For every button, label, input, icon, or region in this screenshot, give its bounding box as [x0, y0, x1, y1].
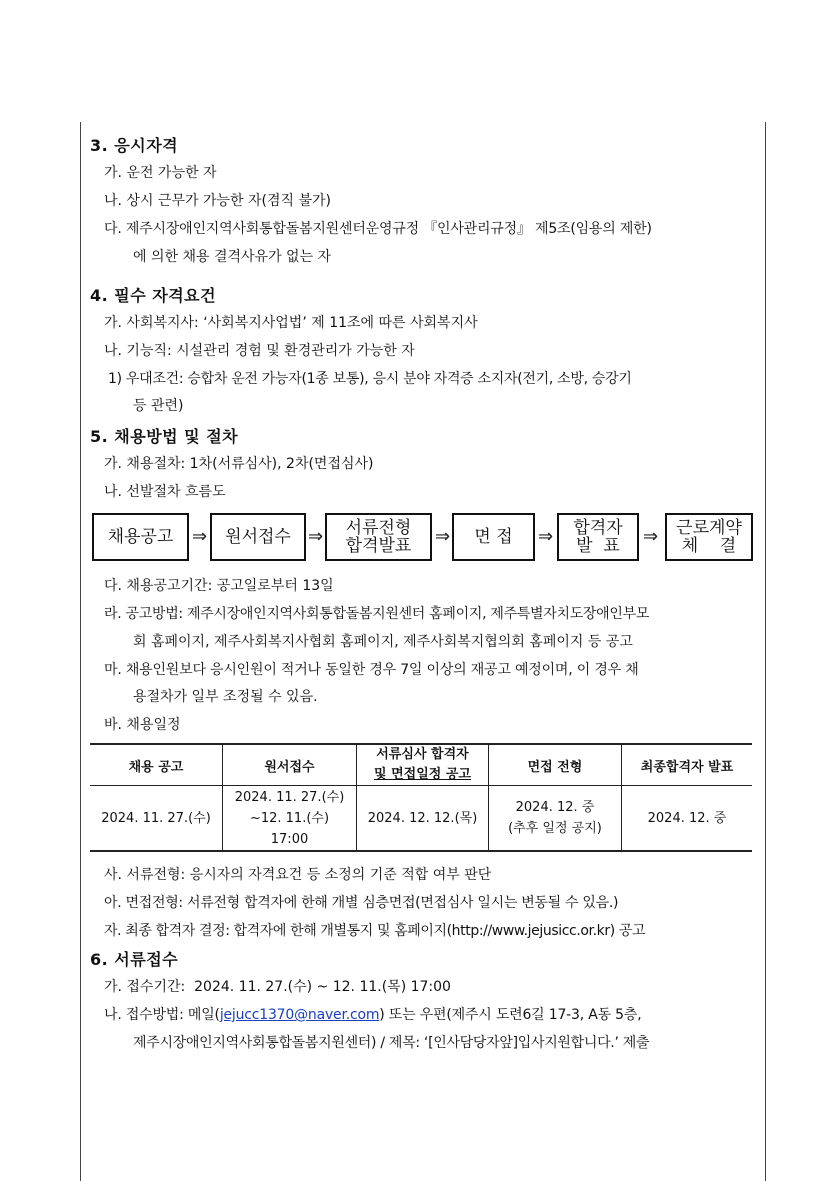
th-final-result: 최종합격자 발표: [622, 744, 753, 786]
section4-item-1-cont: 등 관련): [133, 398, 184, 414]
flow-step-interview: 면 접: [452, 513, 535, 561]
th-application: 원서접수: [223, 744, 357, 786]
section6-item-a: 가. 접수기간: 2024. 11. 27.(수) ~ 12. 11.(목) 17:00: [104, 979, 451, 995]
section6-heading: 6. 서류접수: [90, 950, 179, 969]
schedule-table: [90, 743, 752, 852]
section3-item-c: 다. 제주시장애인지역사회통합돌봄지원센터운영규정 『인사관리규정』 제5조(임용의 제한): [104, 221, 652, 237]
section6-item-b-cont: 제주시장애인지역사회통합돌봄지원센터) / 제목: ‘[인사담당자앞]입사지원합니다.’ 제출: [133, 1035, 650, 1051]
section5-item-e-cont: 용절차가 일부 조정될 수 있음.: [133, 689, 318, 705]
section5-item-d: 라. 공고방법: 제주시장애인지역사회통합돌봄지원센터 홈페이지, 제주특별자치도장애인부모: [104, 606, 650, 622]
section4-item-b: 나. 기능직: 시설관리 경험 및 환경관리가 가능한 자: [104, 343, 415, 359]
flow-step-final-announcement: 합격자 발 표: [557, 513, 639, 561]
section6-item-b: 나. 접수방법: 메일(jejucc1370@naver.com) 또는 우편(제주시 도련6길 17-3, A동 5층,: [104, 1007, 642, 1023]
flow-arrow-icon: ⇒: [308, 526, 324, 547]
section3-item-b: 나. 상시 근무가 가능한 자(겸직 불가): [104, 193, 331, 209]
section5-item-c: 다. 채용공고기간: 공고일로부터 13일: [104, 578, 334, 594]
section3-item-c-cont: 에 의한 채용 결격사유가 없는 자: [133, 249, 332, 265]
section5-item-e: 마. 채용인원보다 응시인원이 적거나 동일한 경우 7일 이상의 재공고 예정이며, 이 경우 채: [104, 662, 639, 678]
table-row: [90, 786, 752, 852]
td-interview: 2024. 12. 중 (추후 일정 공지): [489, 786, 622, 852]
section4-item-1: 1) 우대조건: 승합차 운전 가능자(1종 보통), 응시 분야 자격증 소지자(전기, 소방, 승강기: [108, 371, 632, 387]
td-document-result: 2024. 12. 12.(목): [357, 786, 489, 852]
flow-step-contract: 근로계약 체 결: [665, 513, 753, 561]
section5-item-h: 아. 면접전형: 서류전형 합격자에 한해 개별 심층면접(면접심사 일시는 변동될 수 있음.): [104, 895, 619, 911]
flow-step-announcement: 채용공고: [92, 513, 189, 561]
th-document-result: 서류심사 합격자 및 면접일정 공고: [357, 744, 489, 786]
section5-item-g: 사. 서류전형: 응시자의 자격요건 등 소정의 기준 적합 여부 판단: [104, 867, 492, 883]
section3-item-a: 가. 운전 가능한 자: [104, 165, 217, 181]
td-announcement: 2024. 11. 27.(수): [90, 786, 223, 852]
flow-arrow-icon: ⇒: [538, 526, 554, 547]
th-interview: 면접 전형: [489, 744, 622, 786]
th-announcement: 채용 공고: [90, 744, 223, 786]
flow-arrow-icon: ⇒: [435, 526, 451, 547]
email-link[interactable]: jejucc1370@naver.com: [219, 1007, 380, 1023]
section5-item-a: 가. 채용절차: 1차(서류심사), 2차(면접심사): [104, 456, 374, 472]
flow-step-document-screening: 서류전형 합격발표: [325, 513, 432, 561]
section3-heading: 3. 응시자격: [90, 136, 179, 155]
section5-heading: 5. 채용방법 및 절차: [90, 427, 239, 446]
section4-item-a: 가. 사회복지사: ‘사회복지사업법’ 제 11조에 따른 사회복지사: [104, 315, 478, 331]
flow-step-application: 원서접수: [210, 513, 306, 561]
td-application: 2024. 11. 27.(수) ~12. 11.(수) 17:00: [223, 786, 357, 852]
flow-arrow-icon: ⇒: [192, 526, 208, 547]
section5-item-i: 자. 최종 합격자 결정: 합격자에 한해 개별통지 및 홈페이지(http://www.jejusicc.or.kr) 공고: [104, 923, 646, 939]
section5-item-d-cont: 회 홈페이지, 제주사회복지사협회 홈페이지, 제주사회복지협의회 홈페이지 등 공고: [133, 634, 633, 650]
flow-arrow-icon: ⇒: [643, 526, 659, 547]
td-final-result: 2024. 12. 중: [622, 786, 753, 852]
section5-item-f: 바. 채용일정: [104, 717, 181, 733]
table-header-row: [90, 744, 752, 786]
section4-heading: 4. 필수 자격요건: [90, 286, 217, 305]
section5-item-b: 나. 선발절차 흐름도: [104, 484, 226, 500]
